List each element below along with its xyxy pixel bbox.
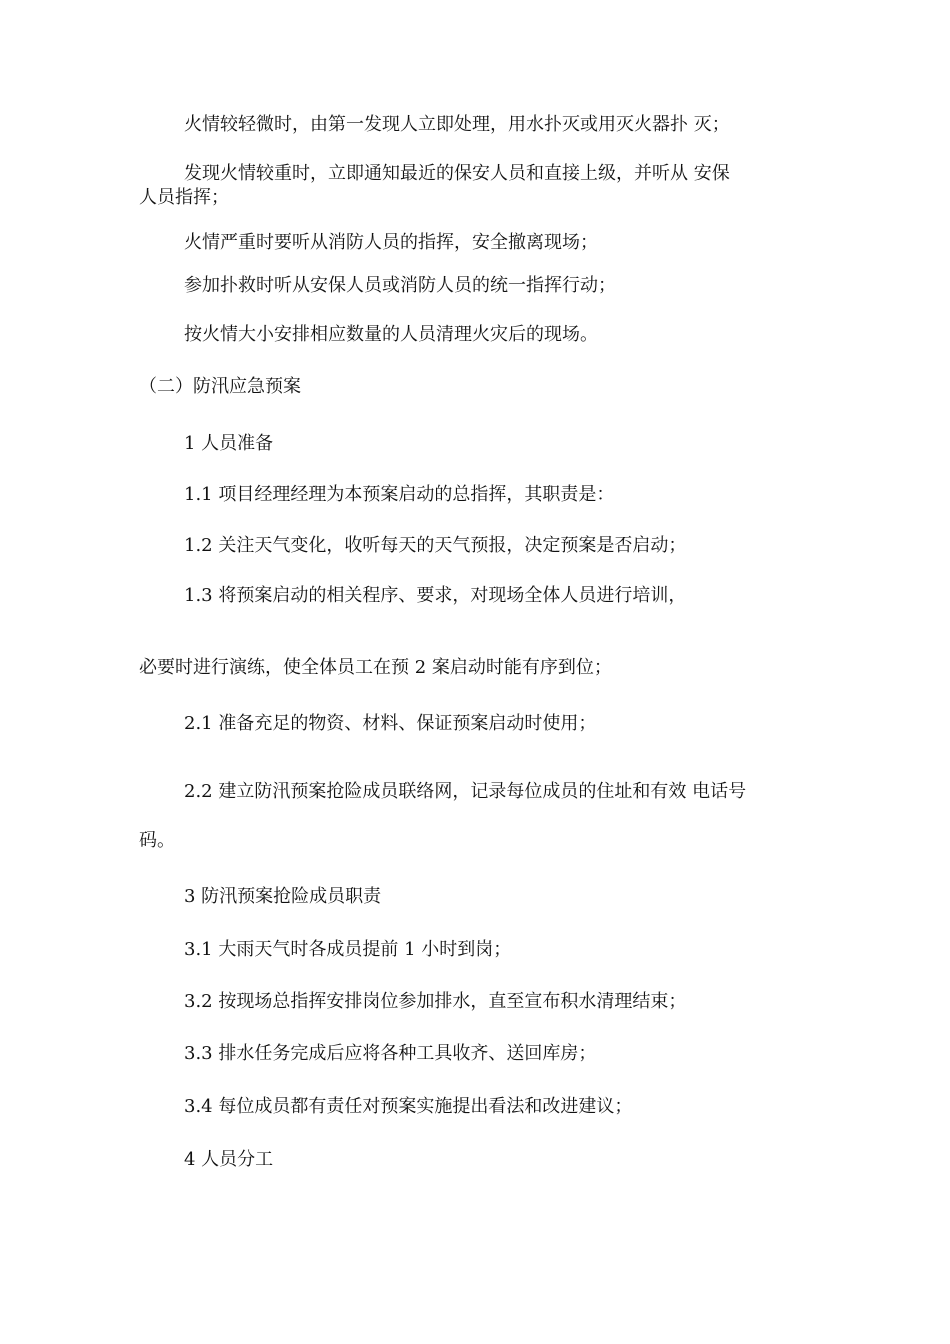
paragraph-fire-serious: 发现火情较重时，立即通知最近的保安人员和直接上级，并听从 安保 [184, 163, 730, 184]
item-3-3: 3.3 排水任务完成后应将各种工具收齐、送回库房； [184, 1043, 597, 1064]
item-1-2: 1.2 关注天气变化，收听每天的天气预报，决定预案是否启动； [184, 535, 687, 556]
item-1-1: 1.1 项目经理经理为本预案启动的总指挥，其职责是： [184, 484, 615, 505]
section-heading-flood-plan: （二）防汛应急预案 [139, 376, 301, 397]
item-3-1: 3.1 大雨天气时各成员提前 1 小时到岗； [184, 939, 512, 960]
heading-1-personnel-prep: 1 人员准备 [184, 433, 274, 454]
paragraph-fire-severe: 火情严重时要听从消防人员的指挥，安全撤离现场； [184, 232, 598, 253]
paragraph-fire-rescue: 参加扑救时听从安保人员或消防人员的统一指挥行动； [184, 275, 616, 296]
item-1-3: 1.3 将预案启动的相关程序、要求，对现场全体人员进行培训， [184, 585, 687, 606]
item-2-2-cont: 码。 [139, 830, 175, 851]
paragraph-fire-serious-cont: 人员指挥； [139, 187, 229, 208]
item-3-4: 3.4 每位成员都有责任对预案实施提出看法和改进建议； [184, 1096, 633, 1117]
paragraph-fire-minor: 火情较轻微时，由第一发现人立即处理，用水扑灭或用灭火器扑 灭； [184, 114, 730, 135]
item-1-3-cont: 必要时进行演练，使全体员工在预 2 案启动时能有序到位； [139, 657, 612, 678]
paragraph-fire-cleanup: 按火情大小安排相应数量的人员清理火灾后的现场。 [184, 324, 598, 345]
heading-4-division: 4 人员分工 [184, 1149, 274, 1170]
item-2-2: 2.2 建立防汛预案抢险成员联络网，记录每位成员的住址和有效 电话号 [184, 781, 747, 802]
item-2-1: 2.1 准备充足的物资、材料、保证预案启动时使用； [184, 713, 597, 734]
item-3-2: 3.2 按现场总指挥安排岗位参加排水，直至宣布积水清理结束； [184, 991, 687, 1012]
heading-3-duties: 3 防汛预案抢险成员职责 [184, 886, 382, 907]
